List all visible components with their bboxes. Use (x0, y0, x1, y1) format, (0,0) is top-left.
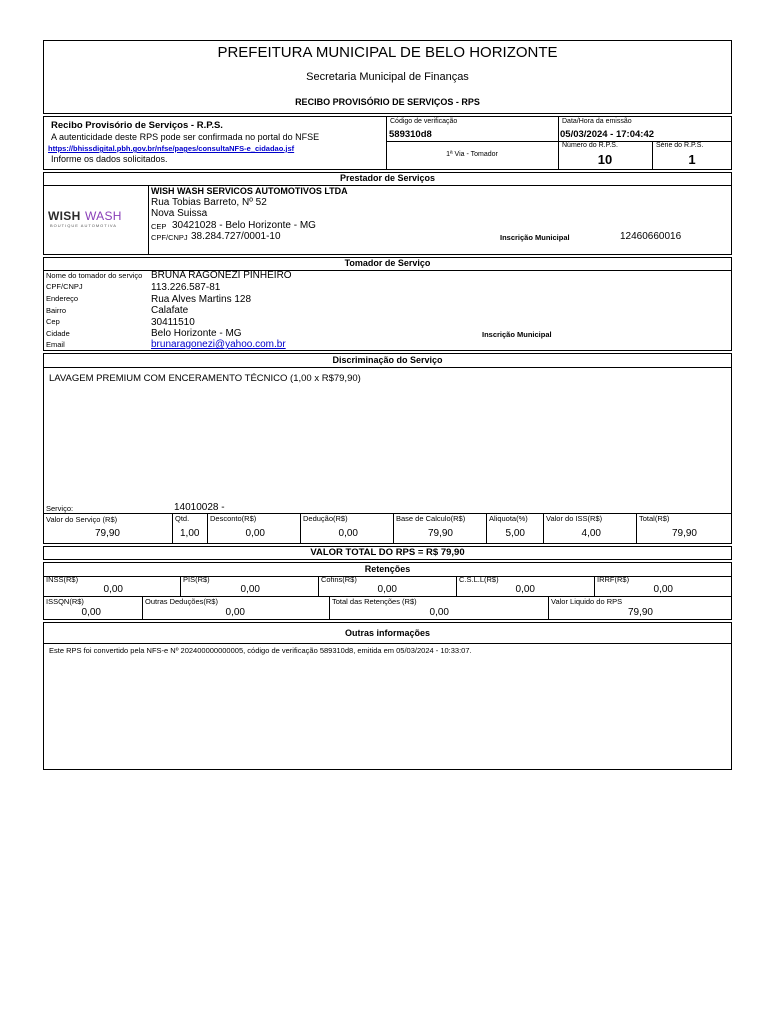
prestador-im-label: Inscrição Municipal (500, 233, 570, 242)
other-deductions-value: 0,00 (225, 607, 245, 618)
prestador-cep-label: CEP (151, 222, 167, 231)
pis-value: 0,00 (240, 584, 260, 595)
total-label: Total(R$) (639, 514, 670, 523)
company-logo (46, 208, 146, 232)
other-info-box (43, 622, 732, 770)
cofins-label: Cofins(R$) (321, 575, 357, 584)
service-value-label: Valor do Serviço (R$) (46, 515, 118, 524)
logo-brand-wash: WASH (85, 209, 122, 223)
iss-value-label: Valor do ISS(R$) (546, 514, 603, 523)
tomador-district-value: Calafate (151, 305, 189, 316)
tomador-email-link[interactable]: brunaragonezi@yahoo.com.br (151, 339, 286, 350)
iss-value: 4,00 (581, 528, 601, 539)
tomador-cep-label: Cep (46, 317, 60, 326)
other-deductions-label: Outras Deduções(R$) (145, 597, 218, 606)
rps-number-value: 10 (597, 152, 613, 167)
service-code-value: 14010028 - (174, 502, 225, 513)
quantity-value: 1,00 (180, 528, 200, 539)
issqn-label: ISSQN(R$) (46, 597, 84, 606)
emission-date-label: Data/Hora da emissão (562, 118, 632, 125)
other-info-text: Este RPS foi convertido pela NFS-e Nº 202400000000005, código de verificação 589310d8, emitida em 05/03/2024 - 10:33:07. (49, 646, 472, 655)
tomador-cep-value: 30411510 (151, 317, 195, 328)
municipality-title: PREFEITURA MUNICIPAL DE BELO HORIZONTE (217, 44, 558, 61)
tomador-cpf-value: 113.226.587-81 (151, 282, 221, 293)
rps-series-value: 1 (688, 152, 696, 167)
issqn-value: 0,00 (81, 607, 101, 618)
discount-label: Desconto(R$) (210, 514, 257, 523)
rps-heading: Recibo Provisório de Serviços - R.P.S. (51, 120, 223, 131)
prestador-cnpj-value: 38.284.727/0001-10 (191, 231, 281, 242)
prestador-section-title: Prestador de Serviços (339, 173, 436, 183)
tomador-name-value: BRUNA RAGONEZI PINHEIRO (151, 270, 292, 281)
calc-base-label: Base de Calculo(R$) (396, 514, 466, 523)
prestador-district: Nova Suissa (151, 208, 208, 219)
calc-base-value: 79,90 (427, 528, 453, 539)
verification-code-value: 589310d8 (389, 129, 432, 140)
inss-value: 0,00 (103, 584, 123, 595)
rps-instruction-text: Informe os dados solicitados. (51, 154, 168, 164)
deduction-value: 0,00 (338, 528, 358, 539)
logo-brand-wish: WISH (48, 209, 81, 223)
rps-authenticity-text: A autenticidade deste RPS pode ser confirmada no portal do NFSE (51, 132, 320, 142)
csll-value: 0,00 (515, 584, 535, 595)
retencoes-section-title: Retenções (364, 564, 411, 574)
total-rps-value: VALOR TOTAL DO RPS = R$ 79,90 (310, 547, 465, 558)
tomador-box (43, 257, 732, 351)
verification-code-label: Código de verificação (390, 118, 458, 125)
logo-tagline: BOUTIQUE AUTOMOTIVA (50, 223, 117, 228)
nfse-portal-link[interactable]: https://bhissdigital.pbh.gov.br/nfse/pages/consultaNFS-e_cidadao.jsf (48, 144, 295, 153)
net-value: 79,90 (627, 607, 653, 618)
tomador-email-label: Email (46, 340, 65, 349)
via-label: 1ª Via - Tomador (446, 151, 498, 158)
prestador-im-value: 12460660016 (620, 231, 682, 242)
irrf-label: IRRF(R$) (597, 575, 630, 584)
emission-date-value: 05/03/2024 - 17:04:42 (560, 129, 655, 140)
total-retentions-value: 0,00 (429, 607, 449, 618)
tomador-city-value: Belo Horizonte - MG (151, 328, 242, 339)
pis-label: PIS(R$) (183, 575, 210, 584)
service-value: 79,90 (94, 528, 120, 539)
tax-rate-value: 5,00 (505, 528, 525, 539)
cofins-value: 0,00 (377, 584, 397, 595)
rps-number-label: Número do R.P.S. (562, 142, 618, 149)
total-value: 79,90 (671, 528, 697, 539)
service-code-label: Serviço: (46, 504, 74, 513)
tomador-section-title: Tomador de Serviço (344, 258, 431, 268)
total-retentions-label: Total das Retenções (R$) (332, 597, 417, 606)
tomador-name-label: Nome do tomador do serviço (46, 271, 143, 280)
deduction-label: Dedução(R$) (303, 514, 348, 523)
net-value-label: Valor Liquido do RPS (551, 597, 623, 606)
tomador-address-label: Endereço (46, 294, 79, 303)
prestador-address: Rua Tobias Barreto, Nº 52 (151, 197, 267, 208)
document-title: RECIBO PROVISÓRIO DE SERVIÇOS - RPS (295, 97, 480, 107)
prestador-cep-value: 30421028 - Belo Horizonte - MG (172, 220, 316, 231)
tomador-address-value: Rua Alves Martins 128 (151, 294, 252, 305)
tomador-cpf-label: CPF/CNPJ (46, 282, 83, 291)
discount-value: 0,00 (245, 528, 265, 539)
other-info-section-title: Outras informações (344, 628, 431, 638)
rps-series-label: Série do R.P.S. (656, 142, 704, 149)
service-description: LAVAGEM PREMIUM COM ENCERAMENTO TÉCNICO (1,00 x R$79,90) (49, 373, 361, 384)
prestador-name: WISH WASH SERVICOS AUTOMOTIVOS LTDA (151, 186, 348, 196)
discriminacao-section-title: Discriminação do Serviço (332, 355, 443, 365)
tomador-district-label: Bairro (46, 306, 67, 315)
csll-label: C.S.L.L(R$) (459, 575, 499, 584)
tomador-city-label: Cidade (46, 329, 70, 338)
quantity-label: Qtd. (175, 514, 190, 523)
irrf-value: 0,00 (653, 584, 673, 595)
inss-label: INSS(R$) (46, 575, 79, 584)
tax-rate-label: Aliquota(%) (489, 514, 528, 523)
tomador-im-label: Inscrição Municipal (482, 330, 552, 339)
department-subtitle: Secretaria Municipal de Finanças (306, 71, 469, 83)
prestador-cnpj-label: CPF/CNPJ (151, 233, 188, 242)
